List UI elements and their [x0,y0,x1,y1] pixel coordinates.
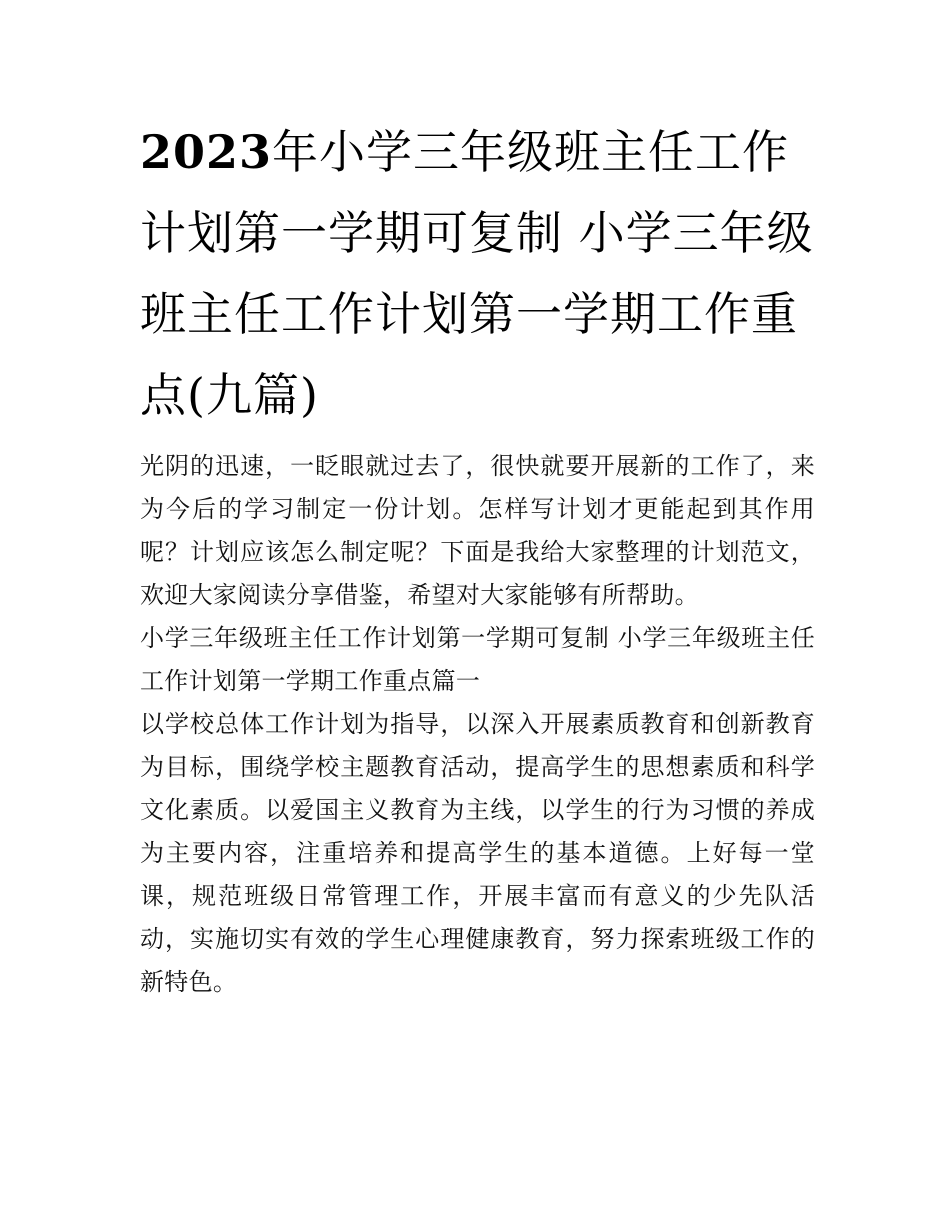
section-heading: 小学三年级班主任工作计划第一学期可复制 小学三年级班主任工作计划第一学期工作重点篇一 [140,624,815,695]
body-paragraph: 以学校总体工作计划为指导，以深入开展素质教育和创新教育为目标，围绕学校主题教育活动，提高学生的思想素质和科学文化素质。以爱国主义教育为主线，以学生的行为习惯的养成为主要内容，注重培养和提高学生的基本道德。上好每一堂课，规范班级日常管理工作，开展丰富而有意义的少先队活动，实施切实有效的学生心理健康教育，努力探索班级工作的新特色。 [140,710,815,996]
document-body [140,445,815,1004]
title-text: 年小学三年级班主任工作计划第一学期可复制 小学三年级班主任工作计划第一学期工作重点(九篇) [140,125,814,422]
document-page [140,112,815,1004]
intro-paragraph: 光阴的迅速，一眨眼就过去了，很快就要开展新的工作了，来为今后的学习制定一份计划。怎样写计划才更能起到其作用呢？计划应该怎么制定呢？下面是我给大家整理的计划范文，欢迎大家阅读分享借鉴，希望对大家能够有所帮助。 [140,452,815,609]
document-title [140,112,815,436]
title-year: 2023 [140,125,273,179]
